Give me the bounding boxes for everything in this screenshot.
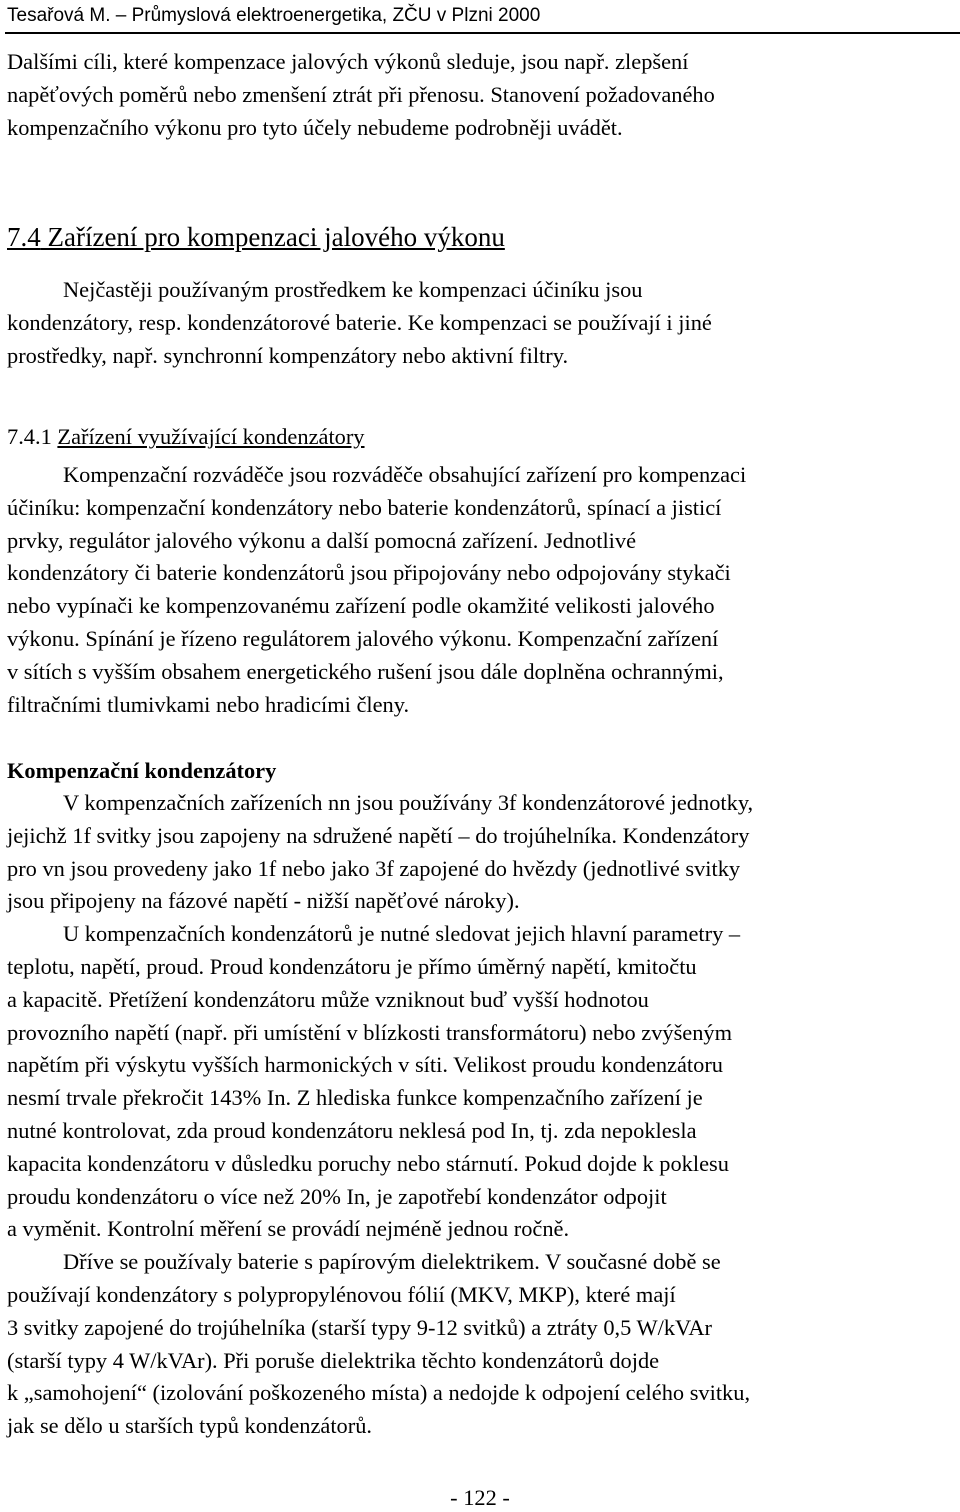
- paragraph-capacitor-units: V kompenzačních zařízeních nn jsou používány 3f kondenzátorové jednotky, jejichž 1f svitky jsou zapojeny na sdružené napětí – do trojúhelníka. Kondenzátory pro vn jsou provedeny jako 1f nebo jako 3f zapojené do hvězdy (jednotlivé svitky jsou připojeny na fázové napětí - nižší napěťové nároky).: [7, 790, 754, 914]
- page-number: - 122 -: [450, 1485, 510, 1510]
- paragraph-capacitor-devices: Kompenzační rozváděče jsou rozváděče obsahující zařízení pro kompenzaci účiníku: kompenzační kondenzátory nebo baterie kondenzátorů, spínací a jisticí prvky, regulátor jalového výkonu a další pomocná zařízení. Jednotlivé kondenzátory či baterie kondenzátorů jsou připojovány nebo odpojovány stykači nebo vypínači ke kompenzovanému zařízení podle okamžité velikosti jalového výkonu. Spínání je řízeno regulátorem jalového výkonu. Kompenzační zařízení v sítích s vyšším obsahem energetického rušení jsou dále doplněna ochrannými, filtračními tlumivkami nebo hradicími členy.: [7, 462, 747, 717]
- paragraph-dielectric: Dříve se používaly baterie s papírovým dielektrikem. V současné době se používají kondenzátory s polypropylénovou fólií (MKV, MKP), které mají 3 svitky zapojené do trojúhelníka (starší typy 9-12 svitků) a ztráty 0,5 W/kVAr (starší typy 4 W/kVAr). Při poruše dielektrika těchto kondenzátorů dojde k „samohojení“ (izolování poškozeného místa) a nedojde k odpojení celého svitku, jak se dělo u starších typů kondenzátorů.: [7, 1249, 751, 1439]
- line: Dalšími cíli, které kompenzace jalových výkonů sleduje, jsou např. zlepšení napěťových poměrů nebo zmenšení ztrát při přenosu. Stanovení požadovaného kompenzačního výkonu pro tyto účely nebudeme podrobněji uvádět.: [7, 49, 715, 140]
- section-title: Zařízení pro kompenzaci jalového výkonu: [47, 222, 505, 252]
- paragraph-section-intro: Nejčastěji používaným prostředkem ke kompenzaci účiníku jsou kondenzátory, resp. kondenzátorové baterie. Ke kompenzaci se používají i jiné prostředky, např. synchronní kompenzátory nebo aktivní filtry.: [7, 277, 712, 368]
- paragraph-capacitor-parameters: U kompenzačních kondenzátorů je nutné sledovat jejich hlavní parametry – teplotu, napětí, proud. Proud kondenzátoru je přímo úměrný napětí, kmitočtu a kapacitě. Přetížení kondenzátoru může vzniknout buď vyšší hodnotou provozního napětí (např. při umístění v blízkosti transformátoru) nebo zvýšeným napětím při výskytu vyšších harmonických v síti. Velikost proudu kondenzátoru nesmí trvale překročit 143% In. Z hlediska funkce kompenzačního zařízení je nutné kontrolovat, zda proud kondenzátoru neklesá pod In, tj. zda nepoklesla kapacita kondenzátoru v důsledku poruchy nebo stárnutí. Pokud dojde k poklesu proudu kondenzátoru o více než 20% In, je zapotřebí kondenzátor odpojit a vyměnit. Kontrolní měření se provádí nejméně jednou ročně.: [7, 921, 741, 1242]
- paragraph-group-capacitors: [7, 787, 959, 1443]
- subsection-heading: [7, 421, 365, 453]
- header-rule: [5, 32, 960, 34]
- paragraph-intro: [7, 46, 959, 144]
- section-heading: [7, 220, 505, 254]
- running-header: Tesařová M. – Průmyslová elektroenergetika, ZČU v Plzni 2000: [7, 5, 541, 26]
- subsection-number: 7.4.1: [7, 424, 52, 449]
- bold-heading: Kompenzační kondenzátory: [7, 758, 277, 783]
- subsection-title: Zařízení využívající kondenzátory: [57, 424, 365, 449]
- section-number: 7.4: [7, 222, 41, 252]
